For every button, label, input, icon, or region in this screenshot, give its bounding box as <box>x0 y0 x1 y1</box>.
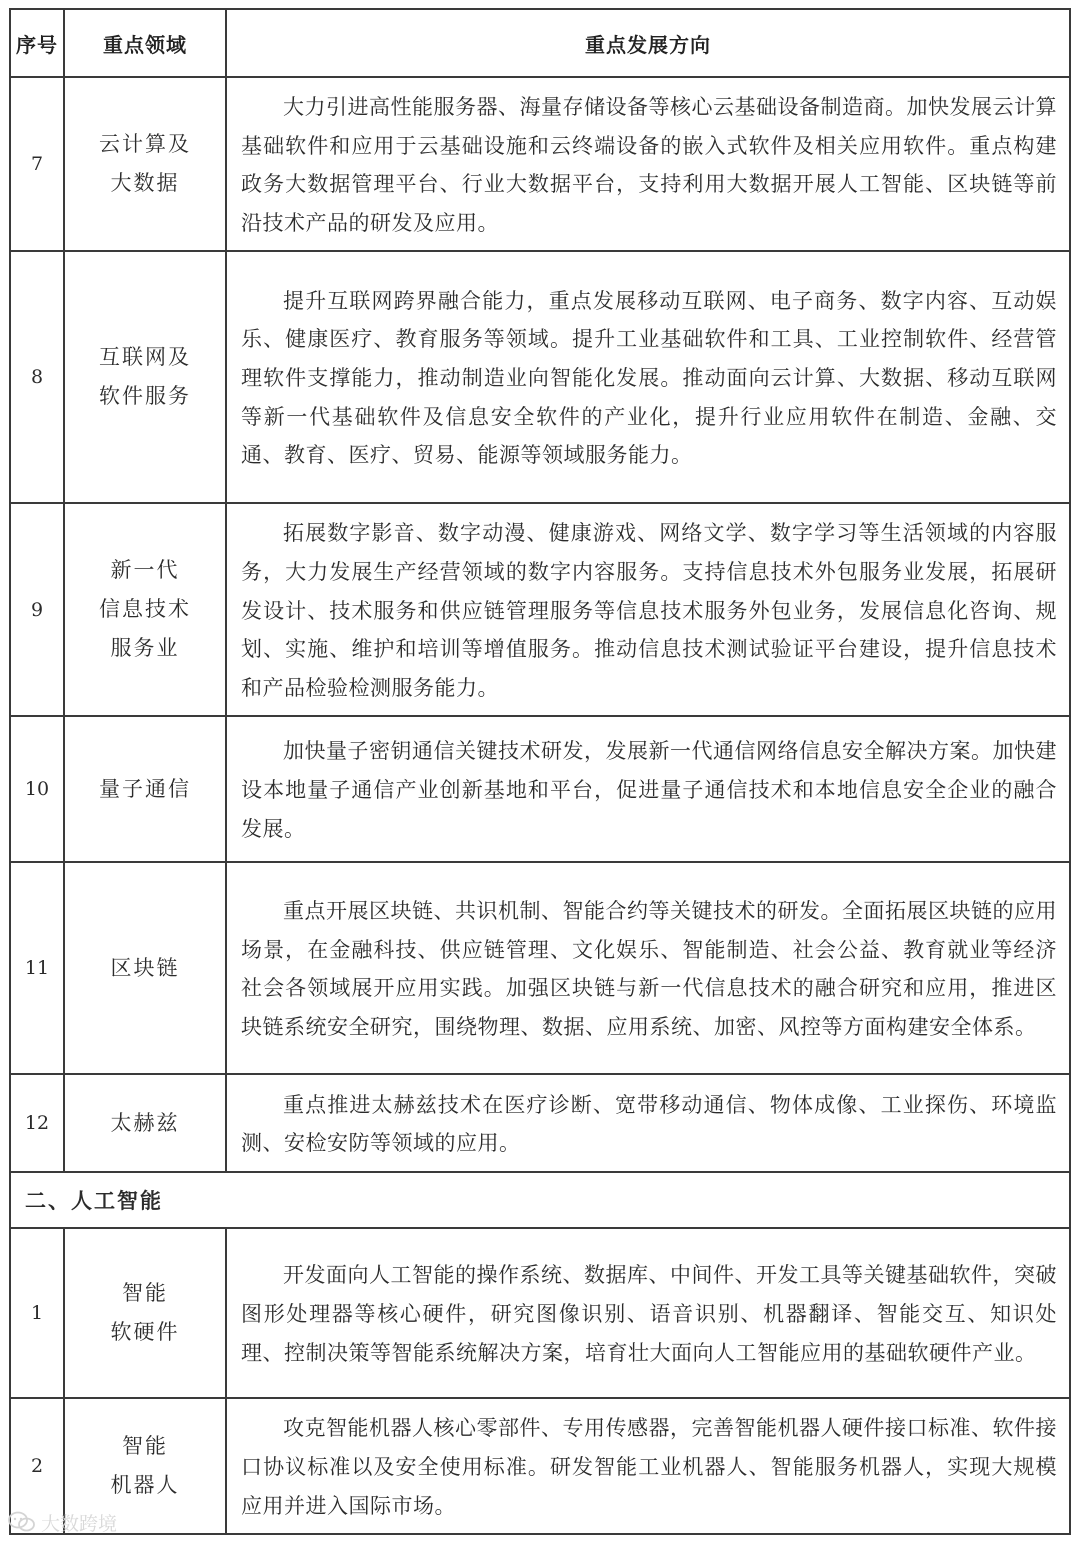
header-serial-number: 序号 <box>10 9 64 77</box>
area-line: 新一代 <box>110 558 180 583</box>
row-number: 7 <box>10 77 64 251</box>
row-number: 2 <box>10 1398 64 1534</box>
table-row <box>10 251 1070 503</box>
table-row <box>10 77 1070 251</box>
row-direction: 攻克智能机器人核心零部件、专用传感器，完善智能机器人硬件接口标准、软件接口协议标准以及安全使用标准。研发智能工业机器人、智能服务机器人，实现大规模应用并进入国际市场。 <box>226 1398 1070 1534</box>
header-key-area: 重点领域 <box>64 9 226 77</box>
area-line: 软硬件 <box>110 1320 180 1345</box>
row-number: 11 <box>10 862 64 1074</box>
row-area <box>64 503 226 716</box>
table-row <box>10 716 1070 862</box>
row-area <box>64 77 226 251</box>
row-direction: 拓展数字影音、数字动漫、健康游戏、网络文学、数字学习等生活领域的内容服务，大力发展生产经营领域的数字内容服务。支持信息技术外包服务业发展，拓展研发设计、技术服务和供应链管理服务等信息技术服务外包业务，发展信息化咨询、规划、实施、维护和培训等增值服务。推动信息技术测试验证平台建设，提升信息技术和产品检验检测服务能力。 <box>226 503 1070 716</box>
table-row <box>10 1228 1070 1398</box>
area-line: 机器人 <box>110 1473 180 1498</box>
table-header-row <box>10 9 1070 77</box>
row-area <box>64 1074 226 1172</box>
area-line: 服务业 <box>110 636 180 661</box>
area-line: 量子通信 <box>99 776 191 801</box>
area-line: 太赫兹 <box>110 1110 180 1135</box>
wechat-logo-icon <box>8 1511 36 1533</box>
row-area <box>64 862 226 1074</box>
watermark-text: 大数跨境 <box>41 1512 118 1535</box>
area-line: 信息技术 <box>99 597 191 622</box>
row-number: 12 <box>10 1074 64 1172</box>
area-line: 智能 <box>122 1281 168 1306</box>
section-row <box>10 1172 1070 1228</box>
table-row <box>10 1074 1070 1172</box>
row-direction: 开发面向人工智能的操作系统、数据库、中间件、开发工具等关键基础软件，突破图形处理器等核心硬件，研究图像识别、语音识别、机器翻译、智能交互、知识处理、控制决策等智能系统解决方案，培育壮大面向人工智能应用的基础软硬件产业。 <box>226 1228 1070 1398</box>
row-number: 9 <box>10 503 64 716</box>
row-direction: 提升互联网跨界融合能力，重点发展移动互联网、电子商务、数字内容、互动娱乐、健康医疗、教育服务等领域。提升工业基础软件和工具、工业控制软件、经营管理软件支撑能力，推动制造业向智能化发展。推动面向云计算、大数据、移动互联网等新一代基础软件及信息安全软件的产业化，提升行业应用软件在制造、金融、交通、教育、医疗、贸易、能源等领域服务能力。 <box>226 251 1070 503</box>
row-number: 1 <box>10 1228 64 1398</box>
policy-table <box>9 8 1071 1535</box>
area-line: 云计算及 <box>99 132 191 157</box>
row-number: 8 <box>10 251 64 503</box>
table-row <box>10 862 1070 1074</box>
area-line: 互联网及 <box>99 345 191 370</box>
row-area <box>64 1228 226 1398</box>
row-area <box>64 716 226 862</box>
row-direction: 大力引进高性能服务器、海量存储设备等核心云基础设备制造商。加快发展云计算基础软件和应用于云基础设施和云终端设备的嵌入式软件及相关应用软件。重点构建政务大数据管理平台、行业大数据平台，支持利用大数据开展人工智能、区块链等前沿技术产品的研发及应用。 <box>226 77 1070 251</box>
section-title: 二、人工智能 <box>10 1172 1070 1228</box>
table-row <box>10 1398 1070 1534</box>
row-direction: 重点推进太赫兹技术在医疗诊断、宽带移动通信、物体成像、工业探伤、环境监测、安检安防等领域的应用。 <box>226 1074 1070 1172</box>
area-line: 大数据 <box>110 171 180 196</box>
row-direction: 重点开展区块链、共识机制、智能合约等关键技术的研发。全面拓展区块链的应用场景，在金融科技、供应链管理、文化娱乐、智能制造、社会公益、教育就业等经济社会各领域展开应用实践。加强区块链与新一代信息技术的融合研究和应用，推进区块链系统安全研究，围绕物理、数据、应用系统、加密、风控等方面构建安全体系。 <box>226 862 1070 1074</box>
row-number: 10 <box>10 716 64 862</box>
area-line: 区块链 <box>110 955 180 980</box>
watermark <box>8 1509 117 1535</box>
header-development-direction: 重点发展方向 <box>226 9 1070 77</box>
row-direction: 加快量子密钥通信关键技术研发，发展新一代通信网络信息安全解决方案。加快建设本地量子通信产业创新基地和平台，促进量子通信技术和本地信息安全企业的融合发展。 <box>226 716 1070 862</box>
area-line: 智能 <box>122 1434 168 1459</box>
table-row <box>10 503 1070 716</box>
area-line: 软件服务 <box>99 384 191 409</box>
row-area <box>64 251 226 503</box>
